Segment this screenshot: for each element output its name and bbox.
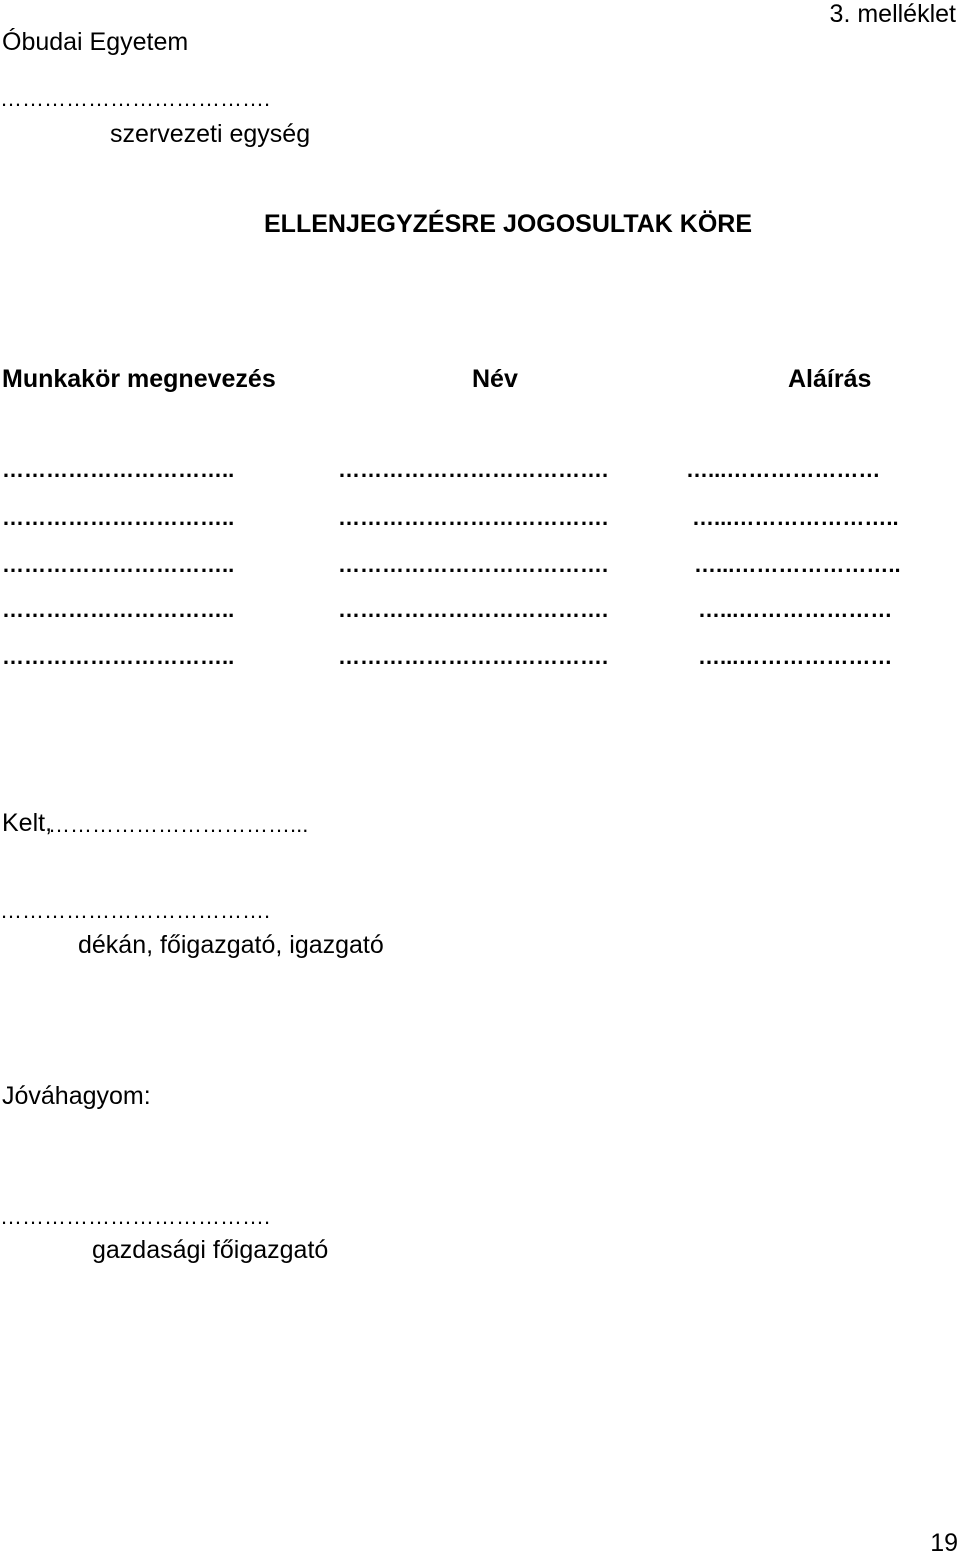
unit-dotline: ………………………………. xyxy=(0,86,271,111)
dean-label: dékán, főigazgató, igazgató xyxy=(78,931,384,959)
annex-label: 3. melléklet xyxy=(829,0,956,28)
unit-label: szervezeti egység xyxy=(110,120,311,148)
job-title-field: ………………………….. xyxy=(2,552,235,577)
name-field: ………………………………. xyxy=(338,552,609,577)
institution-name: Óbudai Egyetem xyxy=(2,28,189,56)
name-field: ………………………………. xyxy=(338,457,609,482)
signature-field: …...………………… xyxy=(698,597,893,622)
approval-label: Jóváhagyom: xyxy=(2,1082,151,1110)
job-title-field: ………………………….. xyxy=(2,644,235,669)
page-number: 19 xyxy=(930,1529,958,1557)
job-title-field: ………………………….. xyxy=(2,597,235,622)
name-field: ………………………………. xyxy=(338,597,609,622)
dean-dotline: ………………………………. xyxy=(0,898,271,923)
finance-label: gazdasági főigazgató xyxy=(92,1236,329,1264)
page-title: ELLENJEGYZÉSRE JOGOSULTAK KÖRE xyxy=(264,210,753,238)
dated-label: Kelt, xyxy=(2,809,53,837)
job-title-field: ………………………….. xyxy=(2,505,235,530)
column-header-name: Név xyxy=(472,365,518,393)
signature-field: …...………………… xyxy=(698,644,893,669)
dated-dotline: ……………………………... xyxy=(48,812,309,837)
column-header-signature: Aláírás xyxy=(788,365,872,393)
signature-field: …...………………….. xyxy=(694,552,901,577)
column-header-job-title: Munkakör megnevezés xyxy=(2,365,276,393)
name-field: ………………………………. xyxy=(338,505,609,530)
signature-field: …...………………… xyxy=(686,457,881,482)
signature-field: …...………………….. xyxy=(692,505,899,530)
name-field: ………………………………. xyxy=(338,644,609,669)
finance-dotline: ………………………………. xyxy=(0,1204,271,1229)
job-title-field: ………………………….. xyxy=(2,457,235,482)
